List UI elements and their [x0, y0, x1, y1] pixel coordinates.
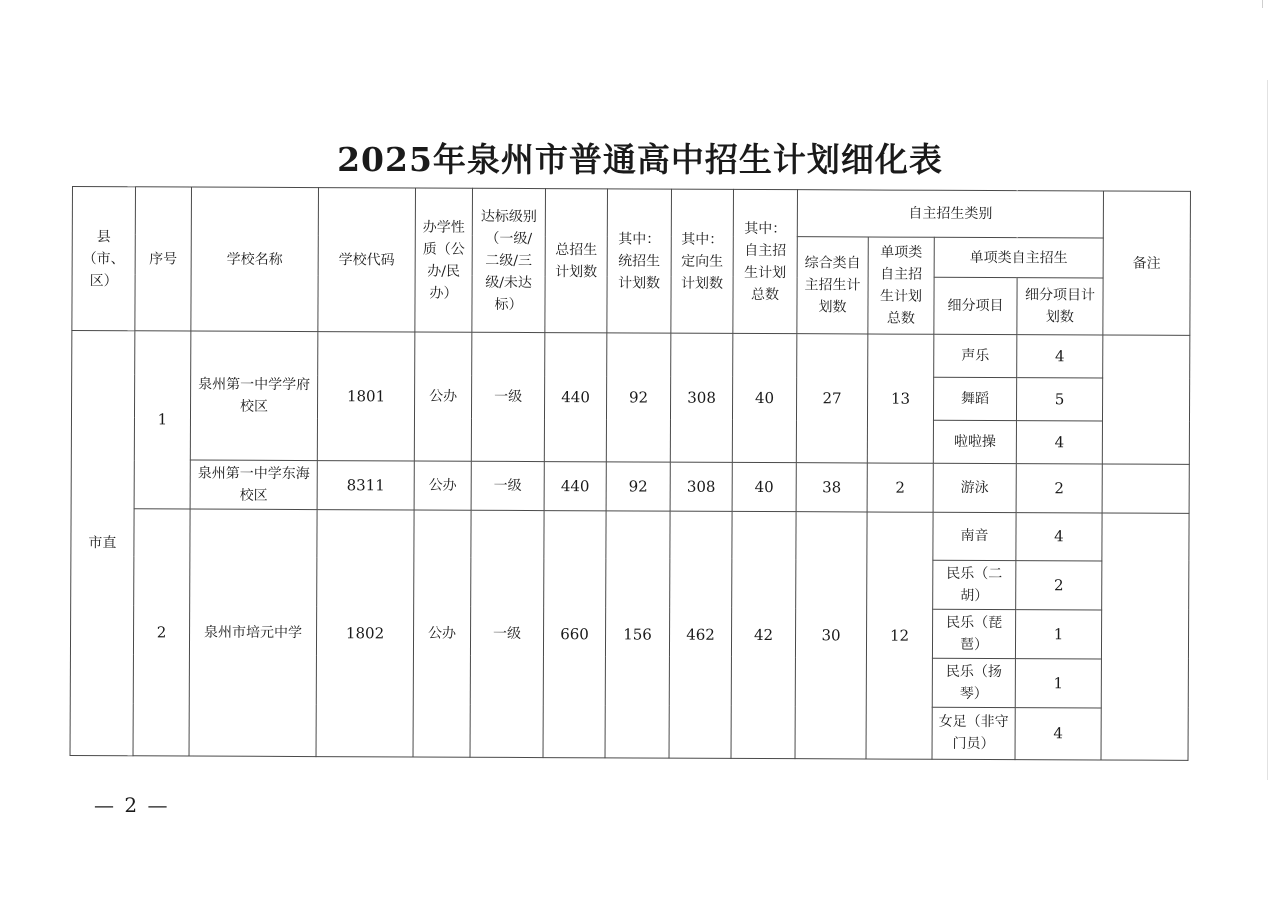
header-county: 县（市、区）	[72, 187, 136, 332]
table-row	[71, 460, 1189, 513]
sub-count-cell: 4	[1015, 707, 1101, 760]
header-nature: 办学性质（公办/民办）	[415, 188, 473, 332]
sub-item-cell: 声乐	[934, 334, 1017, 377]
directed-cell: 462	[669, 511, 732, 759]
school-name-cell: 泉州第一中学东海校区	[190, 460, 317, 509]
sub-count-cell: 5	[1016, 378, 1102, 421]
comprehensive-cell: 38	[796, 463, 867, 511]
header-sub-count: 细分项目计划数	[1017, 278, 1103, 335]
sub-count-cell: 2	[1016, 464, 1102, 512]
header-auto-category: 自主招生类别	[797, 190, 1103, 238]
header-school-name: 学校名称	[191, 187, 319, 332]
header-row-1	[72, 187, 1190, 239]
sub-count-cell: 4	[1016, 421, 1102, 464]
single-total-cell: 13	[867, 334, 934, 463]
school-name-cell: 泉州市培元中学	[189, 509, 317, 757]
header-single-total: 单项类自主招生计划总数	[868, 237, 934, 334]
sub-count-cell: 1	[1015, 658, 1101, 707]
seq-cell: 2	[133, 508, 190, 756]
sub-item-cell: 女足（非守门员）	[932, 707, 1015, 760]
header-remarks: 备注	[1103, 191, 1191, 336]
remarks-cell	[1102, 335, 1190, 465]
school-name-cell: 泉州第一中学学府校区	[190, 331, 318, 461]
autonomous-cell: 42	[731, 511, 796, 759]
total-cell: 660	[543, 510, 606, 758]
header-school-code: 学校代码	[318, 188, 416, 333]
sub-item-cell: 民乐（二胡）	[933, 560, 1016, 609]
nature-cell: 公办	[414, 461, 471, 509]
header-seq: 序号	[135, 187, 192, 331]
level-cell: 一级	[470, 510, 544, 758]
sub-count-cell: 2	[1016, 560, 1102, 609]
sub-count-cell: 4	[1016, 512, 1102, 560]
header-comprehensive: 综合类自主招生计划数	[797, 237, 868, 334]
header-unified: 其中：统招生计划数	[607, 189, 672, 334]
single-total-cell: 12	[866, 511, 933, 759]
unified-cell: 92	[606, 333, 671, 462]
table-row	[72, 331, 1190, 379]
single-total-cell: 2	[867, 463, 933, 511]
sub-item-cell: 游泳	[933, 464, 1016, 512]
page-number: — 2 —	[94, 793, 170, 817]
sub-item-cell: 啦啦操	[933, 421, 1016, 464]
directed-cell: 308	[670, 463, 732, 511]
enrollment-plan-table	[70, 186, 1191, 761]
remarks-cell	[1101, 512, 1189, 760]
scan-edge-mark	[1262, 0, 1263, 8]
remarks-cell	[1102, 464, 1189, 512]
header-directed: 其中：定向生计划数	[671, 189, 734, 334]
sub-item-cell: 舞蹈	[933, 378, 1016, 421]
school-code-cell: 8311	[317, 461, 414, 510]
header-autonomous: 其中：自主招生计划总数	[733, 189, 798, 334]
autonomous-cell: 40	[732, 334, 797, 463]
table-row	[71, 508, 1189, 561]
header-total: 总招生计划数	[545, 189, 608, 334]
school-code-cell: 1802	[316, 509, 414, 757]
autonomous-cell: 40	[732, 463, 796, 511]
level-cell: 一级	[471, 332, 545, 462]
directed-cell: 308	[670, 333, 733, 462]
total-cell: 440	[544, 333, 607, 462]
level-cell: 一级	[471, 462, 544, 510]
sub-count-cell: 4	[1017, 335, 1103, 378]
scan-edge-line	[1267, 80, 1268, 780]
school-code-cell: 1801	[317, 332, 415, 462]
sub-item-cell: 南音	[933, 512, 1016, 560]
comprehensive-cell: 30	[795, 511, 867, 759]
sub-item-cell: 民乐（扬琴）	[932, 658, 1015, 707]
sub-item-cell: 民乐（琵琶）	[932, 609, 1015, 658]
unified-cell: 156	[605, 510, 670, 758]
nature-cell: 公办	[414, 332, 472, 461]
page-title: 2025年泉州市普通高中招生计划细化表	[337, 140, 943, 179]
comprehensive-cell: 27	[796, 334, 868, 463]
nature-cell: 公办	[413, 509, 471, 757]
unified-cell: 92	[606, 462, 670, 510]
sub-count-cell: 1	[1015, 609, 1101, 658]
header-sub-item: 细分项目	[934, 277, 1017, 334]
seq-cell: 1	[134, 331, 191, 509]
header-single-group: 单项类自主招生	[934, 237, 1103, 278]
total-cell: 440	[544, 462, 606, 510]
county-cell: 市直	[70, 331, 135, 756]
header-level: 达标级别（一级/二级/三级/未达标）	[472, 188, 546, 333]
